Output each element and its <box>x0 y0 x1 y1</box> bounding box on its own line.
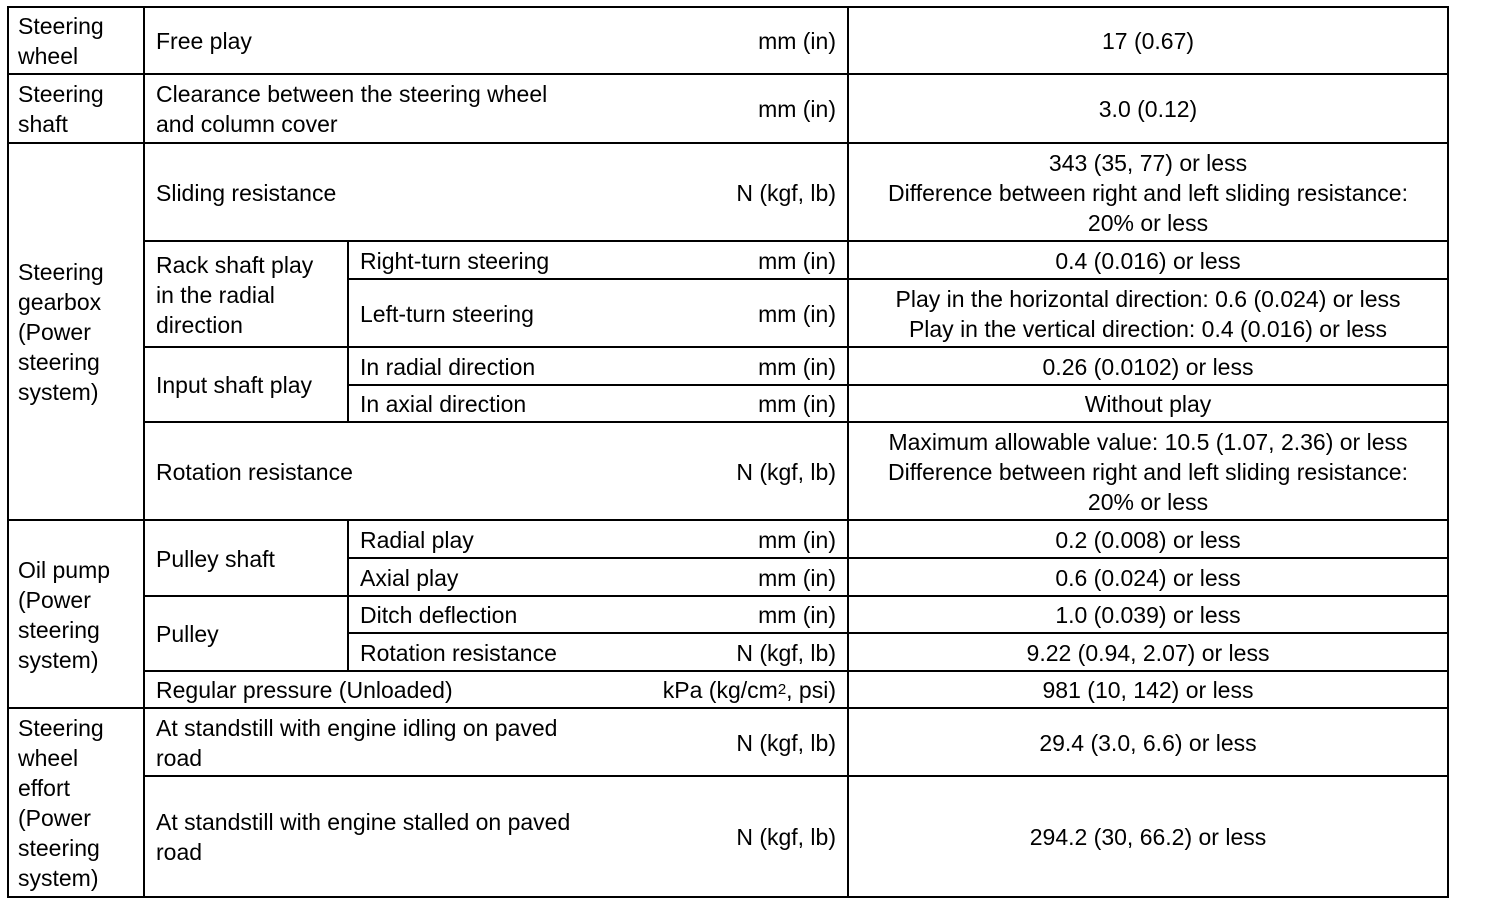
unit-label: mm (in) <box>758 526 836 553</box>
item-in-axial-direction: In axial direction <box>360 391 527 417</box>
value-right-turn-steering: 0.4 (0.016) or less <box>1055 247 1241 274</box>
value-left-turn-steering: Play in the horizontal direction: 0.6 (0.024) or less Play in the vertical direction: 0.4 (0.016) or less <box>895 285 1401 342</box>
item-radial-play: Radial play <box>360 526 474 553</box>
section-steering-gearbox: Steering gearbox (Power steering system) <box>18 259 104 405</box>
unit-label: mm (in) <box>758 564 836 591</box>
value-in-radial-direction: 0.26 (0.0102) or less <box>1042 353 1254 380</box>
unit-label: mm (in) <box>758 247 836 274</box>
item-ditch-deflection: Ditch deflection <box>360 602 518 628</box>
item-regular-pressure: Regular pressure (Unloaded) <box>156 677 453 703</box>
unit-label: N (kgf, lb) <box>736 179 836 206</box>
value-free-play: 17 (0.67) <box>1101 28 1195 54</box>
item-clearance: Clearance between the steering wheel and column cover <box>156 81 548 137</box>
value-regular-pressure: 981 (10, 142) or less <box>1042 677 1254 703</box>
value-clearance: 3.0 (0.12) <box>1098 96 1198 122</box>
group-pulley-shaft: Pulley shaft <box>156 545 275 572</box>
item-free-play: Free play <box>156 28 252 54</box>
section-steering-wheel-effort: Steering wheel effort (Power steering system) <box>18 715 104 891</box>
item-right-turn-steering: Right-turn steering <box>360 247 550 274</box>
value-ditch-deflection: 1.0 (0.039) or less <box>1055 602 1241 628</box>
item-left-turn-steering: Left-turn steering <box>360 300 534 327</box>
item-engine-idling: At standstill with engine idling on paved road <box>156 714 558 771</box>
item-rotation-resistance: Rotation resistance <box>156 458 353 485</box>
unit-kpa-suffix: , psi) <box>786 677 836 703</box>
group-rack-shaft-play: Rack shaft play in the radial direction <box>156 251 314 338</box>
unit-label: mm (in) <box>758 391 836 417</box>
value-engine-stalled: 294.2 (30, 66.2) or less <box>1029 824 1267 850</box>
unit-label: mm (in) <box>758 96 836 122</box>
item-in-radial-direction: In radial direction <box>360 353 536 380</box>
unit-label: N (kgf, lb) <box>736 824 836 850</box>
item-pulley-rotation-resistance: Rotation resistance <box>360 639 557 666</box>
value-radial-play: 0.2 (0.008) or less <box>1055 526 1241 553</box>
unit-label: N (kgf, lb) <box>736 729 836 756</box>
group-pulley: Pulley <box>156 621 219 647</box>
unit-label: N (kgf, lb) <box>736 639 836 666</box>
item-axial-play: Axial play <box>360 564 459 591</box>
value-engine-idling: 29.4 (3.0, 6.6) or less <box>1039 729 1257 756</box>
value-sliding-resistance: 343 (35, 77) or less Difference between right and left sliding resistance: 20% or less <box>888 149 1408 236</box>
value-in-axial-direction: Without play <box>1084 391 1212 417</box>
value-rotation-resistance: Maximum allowable value: 10.5 (1.07, 2.36) or less Difference between right and left sliding resistance: 20% or less <box>888 428 1408 515</box>
unit-label: mm (in) <box>758 28 836 54</box>
table-border-right <box>1447 6 1449 898</box>
value-pulley-rotation-resistance: 9.22 (0.94, 2.07) or less <box>1026 639 1270 666</box>
group-input-shaft-play: Input shaft play <box>156 372 312 398</box>
unit-label: mm (in) <box>758 353 836 380</box>
unit-label-kpa: kPa (kg/cm 2 , psi) <box>662 677 836 703</box>
section-steering-wheel: Steering wheel <box>18 12 104 69</box>
section-oil-pump: Oil pump (Power steering system) <box>18 556 111 673</box>
unit-label: mm (in) <box>758 300 836 327</box>
unit-label: mm (in) <box>758 602 836 628</box>
section-steering-shaft: Steering shaft <box>18 81 104 137</box>
unit-kpa-prefix: kPa (kg/cm <box>662 677 778 703</box>
unit-label: N (kgf, lb) <box>736 458 836 485</box>
item-engine-stalled: At standstill with engine stalled on paved road <box>156 809 571 865</box>
value-axial-play: 0.6 (0.024) or less <box>1055 564 1241 591</box>
item-sliding-resistance: Sliding resistance <box>156 179 337 206</box>
